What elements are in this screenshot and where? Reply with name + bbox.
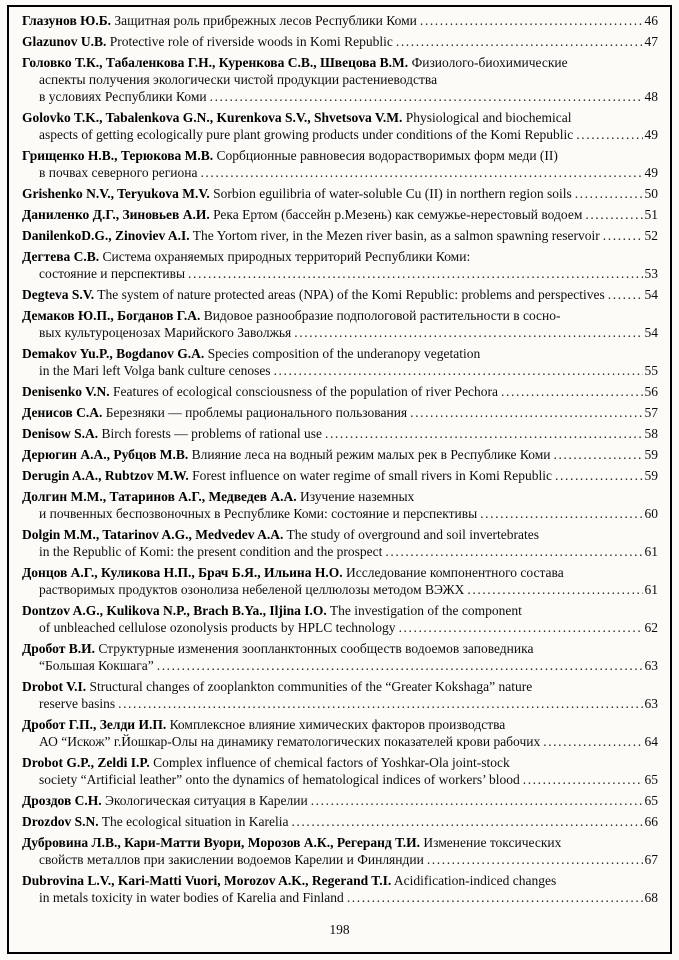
toc-entry-text: DanilenkoD.G., Zinoviev A.I. The Yortom river, in the Mezen river basin, as a salmon spawning reservoir [22,228,600,243]
toc-entry-page-number: 57 [644,405,658,420]
toc-entry-line [22,754,658,771]
dot-leader [322,425,643,442]
toc-entry [22,602,658,636]
toc-entry-page-number: 46 [644,13,658,28]
toc-entry-authors: Дробот Г.П., Зелди И.П. [22,717,167,732]
dot-leader [520,771,643,788]
toc-entry-line [22,581,658,598]
toc-entry-authors: Denisenko V.N. [22,384,110,399]
toc-entry-text: Demakov Yu.P., Bogdanov G.A. Species composition of the underanopy vegetation [22,346,481,361]
toc-entry-text: Дегтева С.В. Система охраняемых природных территорий Республики Коми: [22,249,471,264]
toc-entry-line [22,54,658,71]
toc-entry-line [22,33,658,50]
toc-entry-line [22,446,658,463]
toc-entry-line [22,147,658,164]
toc-entry-text: society “Artificial leather” onto the dynamics of hematological indices of workers’ blood [39,772,520,787]
dot-leader [185,265,642,282]
toc-entry [22,526,658,560]
toc-entry-page-number: 49 [644,127,658,142]
toc-entry-text: Головко Т.К., Табаленкова Г.Н., Куренкова С.В., Швецова В.М. Физиолого-биохимические [22,55,568,70]
toc-entry-authors: Дубровина Л.В., Кари-Матти Вуори, Морозов А.К., Регеранд Т.И. [22,835,420,850]
toc-entry-authors: Дерюгин А.А., Рубцов М.В. [22,447,189,462]
toc-entry-text: Грищенко Н.В., Терюкова М.В. Сорбционные равновесия водорастворимых форм меди (II) [22,148,558,163]
toc-entry-authors: Донцов А.Г., Куликова Н.П., Брач Б.Я., Ильина Н.О. [22,565,343,580]
toc-entry-text: Даниленко Д.Г., Зиновьев А.И. Река Ертом (бассейн р.Мезень) как семужье-нерестовый водоем [22,207,583,222]
toc-entry [22,109,658,143]
toc-entry-authors: Drobot V.I. [22,679,87,694]
toc-entry-line [22,602,658,619]
toc-entry-line [22,505,658,522]
toc-entry-line [22,564,658,581]
toc-entry [22,54,658,105]
toc-entry-page-number: 65 [644,793,658,808]
toc-entry-page-number: 60 [644,506,658,521]
toc-entry-text: in the Republic of Komi: the present condition and the prospect [39,544,383,559]
dot-leader [393,33,643,50]
dot-leader [207,88,643,105]
toc-entry-text: Дробот В.И. Структурные изменения зоопланктонных сообществ водоемов заповедника [22,641,534,656]
toc-entry [22,227,658,244]
toc-entry-text: Демаков Ю.П., Богданов Г.А. Видовое разнообразие подпологовой растительности в сосно- [22,308,561,323]
toc-entry-line [22,12,658,29]
dot-leader [573,126,642,143]
toc-entry [22,404,658,421]
toc-entry-line [22,286,658,303]
toc-entry-text: Денисов С.А. Березняки — проблемы рационального пользования [22,405,408,420]
toc-entry-page-number: 66 [644,814,658,829]
toc-entry-text: Дробот Г.П., Зелди И.П. Комплексное влияние химических факторов производства [22,717,506,732]
toc-entry-authors: Демаков Ю.П., Богданов Г.А. [22,308,201,323]
toc-entry-authors: Drozdov S.N. [22,814,99,829]
toc-entry-page-number: 52 [644,228,658,243]
toc-entry-text: Дроздов С.Н. Экологическая ситуация в Карелии [22,793,308,808]
toc-entry-line [22,71,658,88]
toc-entry [22,678,658,712]
toc-entry-line [22,362,658,379]
toc-entry [22,307,658,341]
toc-entry-text: Dubrovina L.V., Kari-Matti Vuori, Morozov A.K., Regerand T.I. Acidification-indiced changes [22,873,557,888]
toc-entry-page-number: 61 [644,544,658,559]
toc-entry-page-number: 49 [644,165,658,180]
toc-entry-line [22,425,658,442]
dot-leader [197,164,642,181]
toc-entry-page-number: 51 [644,207,658,222]
dot-leader [550,446,642,463]
dot-leader [382,543,642,560]
toc-entry-line [22,206,658,223]
toc-entry-page-number: 65 [644,772,658,787]
toc-entry-line [22,88,658,105]
toc-entry-authors: Дегтева С.В. [22,249,100,264]
toc-entry-line [22,543,658,560]
toc-entry-page-number: 59 [644,468,658,483]
toc-entry-authors: Dontzov A.G., Kulikova N.P., Brach B.Ya., Iljina I.O. [22,603,327,618]
toc-entry-line [22,248,658,265]
toc-entry-line [22,771,658,788]
toc-entry [22,467,658,484]
toc-entry-authors: Degteva S.V. [22,287,95,302]
toc-entry [22,33,658,50]
dot-leader [600,227,643,244]
dot-leader [464,581,642,598]
dot-leader [605,286,643,303]
toc-entry-authors: Grishenko N.V., Teryukova M.V. [22,186,210,201]
dot-leader [572,185,643,202]
toc-entry-text: Degteva S.V. The system of nature protected areas (NPA) of the Komi Republic: problems and perspectives [22,287,605,302]
toc-entry-page-number: 68 [644,890,658,905]
toc-entry [22,564,658,598]
toc-entry-authors: Денисов С.А. [22,405,103,420]
dot-leader [424,851,643,868]
dot-leader [291,324,642,341]
toc-entry-text: в условиях Республики Коми [39,89,207,104]
toc-entry-text: Донцов А.Г., Куликова Н.П., Брач Б.Я., Ильина Н.О. Исследование компонентного состава [22,565,564,580]
toc-entry-line [22,126,658,143]
toc-entry-authors: Головко Т.К., Табаленкова Г.Н., Куренкова С.В., Швецова В.М. [22,55,409,70]
dot-leader [288,813,642,830]
toc-entry-line [22,404,658,421]
footer-page-number: 198 [329,922,350,937]
toc-entry-line [22,164,658,181]
toc-entry-authors: Glazunov U.B. [22,34,107,49]
toc-entry-authors: Drobot G.P., Zeldi I.P. [22,755,150,770]
dot-leader [308,792,643,809]
toc-entry-line [22,695,658,712]
toc-entry-page-number: 63 [644,658,658,673]
toc-entry-authors: Грищенко Н.В., Терюкова М.В. [22,148,214,163]
toc-entry-text: Dolgin M.M., Tatarinov A.G., Medvedev A.A. The study of overground and soil invertebrates [22,527,539,542]
toc-entry-line [22,733,658,750]
dot-leader [477,505,642,522]
toc-entry-text: Drobot V.I. Structural changes of zooplankton communities of the “Greater Kokshaga” nature [22,679,533,694]
toc-entry [22,185,658,202]
toc-entry-page-number: 54 [644,325,658,340]
toc-entry-page-number: 64 [644,734,658,749]
toc-entry [22,834,658,868]
toc-entry-text: Долгин М.М., Татаринов А.Г., Медведев А.А. Изучение наземных [22,489,415,504]
dot-leader [396,619,643,636]
toc-entry-line [22,619,658,636]
toc-entry-text: АО “Искож” г.Йошкар-Олы на динамику гематологических показателей крови рабочих [39,734,541,749]
toc-entry-line [22,227,658,244]
toc-entry-authors: Долгин М.М., Татаринов А.Г., Медведев А.А. [22,489,297,504]
toc-entry-line [22,324,658,341]
toc-entry-line [22,657,658,674]
toc-entry-text: Grishenko N.V., Teryukova M.V. Sorbion eguilibria of water-soluble Cu (II) in northern region soils [22,186,572,201]
toc-entry-line [22,526,658,543]
dot-leader [271,362,643,379]
toc-entry-page-number: 55 [644,363,658,378]
toc-entry [22,488,658,522]
toc-entry [22,286,658,303]
toc-entry-line [22,488,658,505]
toc-entry-line [22,307,658,324]
toc-entry-text: состояние и перспективы [39,266,186,281]
toc-entry-text: Denisow S.A. Birch forests — problems of rational use [22,426,322,441]
toc-entry-authors: Derugin A.A., Rubtzov M.W. [22,468,189,483]
toc-entry-text: “Большая Кокшага” [39,658,154,673]
toc-entry [22,12,658,29]
toc-entry [22,248,658,282]
toc-entry-text: Denisenko V.N. Features of ecological consciousness of the population of river Pechora [22,384,499,399]
dot-leader [552,467,642,484]
dot-leader [407,404,642,421]
toc-entry-text: in the Mari left Volga bank culture cenoses [39,363,271,378]
toc-entry-text: reserve basins [39,696,116,711]
toc-entry [22,716,658,750]
toc-entry-authors: Даниленко Д.Г., Зиновьев А.И. [22,207,210,222]
toc-entry-text: aspects of getting ecologically pure plant growing products under conditions of the Komi Republic [39,127,574,142]
toc-entry-text: Derugin A.A., Rubtzov M.W. Forest influence on water regime of small rivers in Komi Republic [22,468,553,483]
dot-leader [344,889,643,906]
toc-entry [22,345,658,379]
toc-entry-line [22,813,658,830]
toc-entry-page-number: 67 [644,852,658,867]
toc-entry-page-number: 59 [644,447,658,462]
toc-entry-authors: Дроздов С.Н. [22,793,102,808]
toc-entry-page-number: 58 [644,426,658,441]
toc-entry [22,206,658,223]
toc-entry-line [22,872,658,889]
toc-entry-authors: Denisow S.A. [22,426,99,441]
toc-entry [22,813,658,830]
toc-entry-text: Дубровина Л.В., Кари-Матти Вуори, Морозов А.К., Регеранд Т.И. Изменение токсических [22,835,562,850]
toc-entry-authors: Dubrovina L.V., Kari-Matti Vuori, Morozov A.K., Regerand T.I. [22,873,392,888]
toc-entry-authors: DanilenkoD.G., Zinoviev A.I. [22,228,190,243]
toc-entry [22,425,658,442]
toc-entry-page-number: 50 [644,186,658,201]
toc-entry [22,446,658,463]
toc-entry-text: Dontzov A.G., Kulikova N.P., Brach B.Ya., Iljina I.O. The investigation of the component [22,603,522,618]
toc-entry [22,754,658,788]
toc-entry-page-number: 61 [644,582,658,597]
toc-entry-text: Golovko T.K., Tabalenkova G.N., Kurenkova S.V., Shvetsova V.M. Physiological and biochemical [22,110,572,125]
dot-leader [417,12,643,29]
dot-leader [582,206,642,223]
toc-entry-line [22,185,658,202]
dot-leader [154,657,643,674]
toc-entry-text: растворимых продуктов озонолиза небеленой целлюлозы методом ВЭЖХ [39,582,465,597]
toc-entry-line [22,467,658,484]
toc-entry-page-number: 62 [644,620,658,635]
toc-entry-page-number: 54 [644,287,658,302]
toc-entry [22,147,658,181]
toc-entry-authors: Dolgin M.M., Tatarinov A.G., Medvedev A.A. [22,527,284,542]
dot-leader [115,695,642,712]
toc-list [22,12,658,910]
toc-entry-authors: Demakov Yu.P., Bogdanov G.A. [22,346,205,361]
toc-entry-line [22,851,658,868]
toc-entry-text: Drobot G.P., Zeldi I.P. Complex influence of chemical factors of Yoshkar-Ola joint-stock [22,755,510,770]
toc-entry-text: свойств металлов при закислении водоемов Карелии и Финляндии [39,852,424,867]
toc-entry-text: Glazunov U.B. Protective role of riverside woods in Komi Republic [22,34,393,49]
toc-entry-line [22,640,658,657]
toc-entry-page-number: 47 [644,34,658,49]
toc-entry-page-number: 63 [644,696,658,711]
toc-entry-line [22,792,658,809]
toc-entry-text: in metals toxicity in water bodies of Karelia and Finland [39,890,344,905]
dot-leader [498,383,642,400]
toc-entry [22,640,658,674]
toc-entry-authors: Дробот В.И. [22,641,95,656]
toc-entry-line [22,345,658,362]
toc-entry [22,383,658,400]
toc-entry-text: и почвенных беспозвоночных в Республике Коми: состояние и перспективы [39,506,478,521]
toc-entry [22,792,658,809]
toc-entry-line [22,383,658,400]
toc-entry-line [22,716,658,733]
toc-entry [22,872,658,906]
toc-entry-text: of unbleached cellulose ozonolysis products by HPLC technology [39,620,396,635]
toc-entry-text: в почвах северного региона [39,165,198,180]
toc-entry-line [22,265,658,282]
dot-leader [540,733,642,750]
toc-entry-line [22,109,658,126]
toc-entry-line [22,834,658,851]
toc-entry-text: Глазунов Ю.Б. Защитная роль прибрежных лесов Республики Коми [22,13,417,28]
toc-entry-text: аспекты получения экологически чистой продукции растениеводства [39,72,438,87]
toc-entry-authors: Golovko T.K., Tabalenkova G.N., Kurenkova S.V., Shvetsova V.M. [22,110,403,125]
toc-entry-page-number: 56 [644,384,658,399]
toc-entry-line [22,678,658,695]
toc-entry-authors: Глазунов Ю.Б. [22,13,112,28]
toc-entry-page-number: 53 [644,266,658,281]
toc-entry-text: вых культуроценозах Марийского Заволжья [39,325,292,340]
toc-entry-page-number: 48 [644,89,658,104]
toc-entry-text: Drozdov S.N. The ecological situation in Karelia [22,814,289,829]
toc-entry-text: Дерюгин А.А., Рубцов М.В. Влияние леса на водный режим малых рек в Республике Коми [22,447,551,462]
toc-entry-line [22,889,658,906]
